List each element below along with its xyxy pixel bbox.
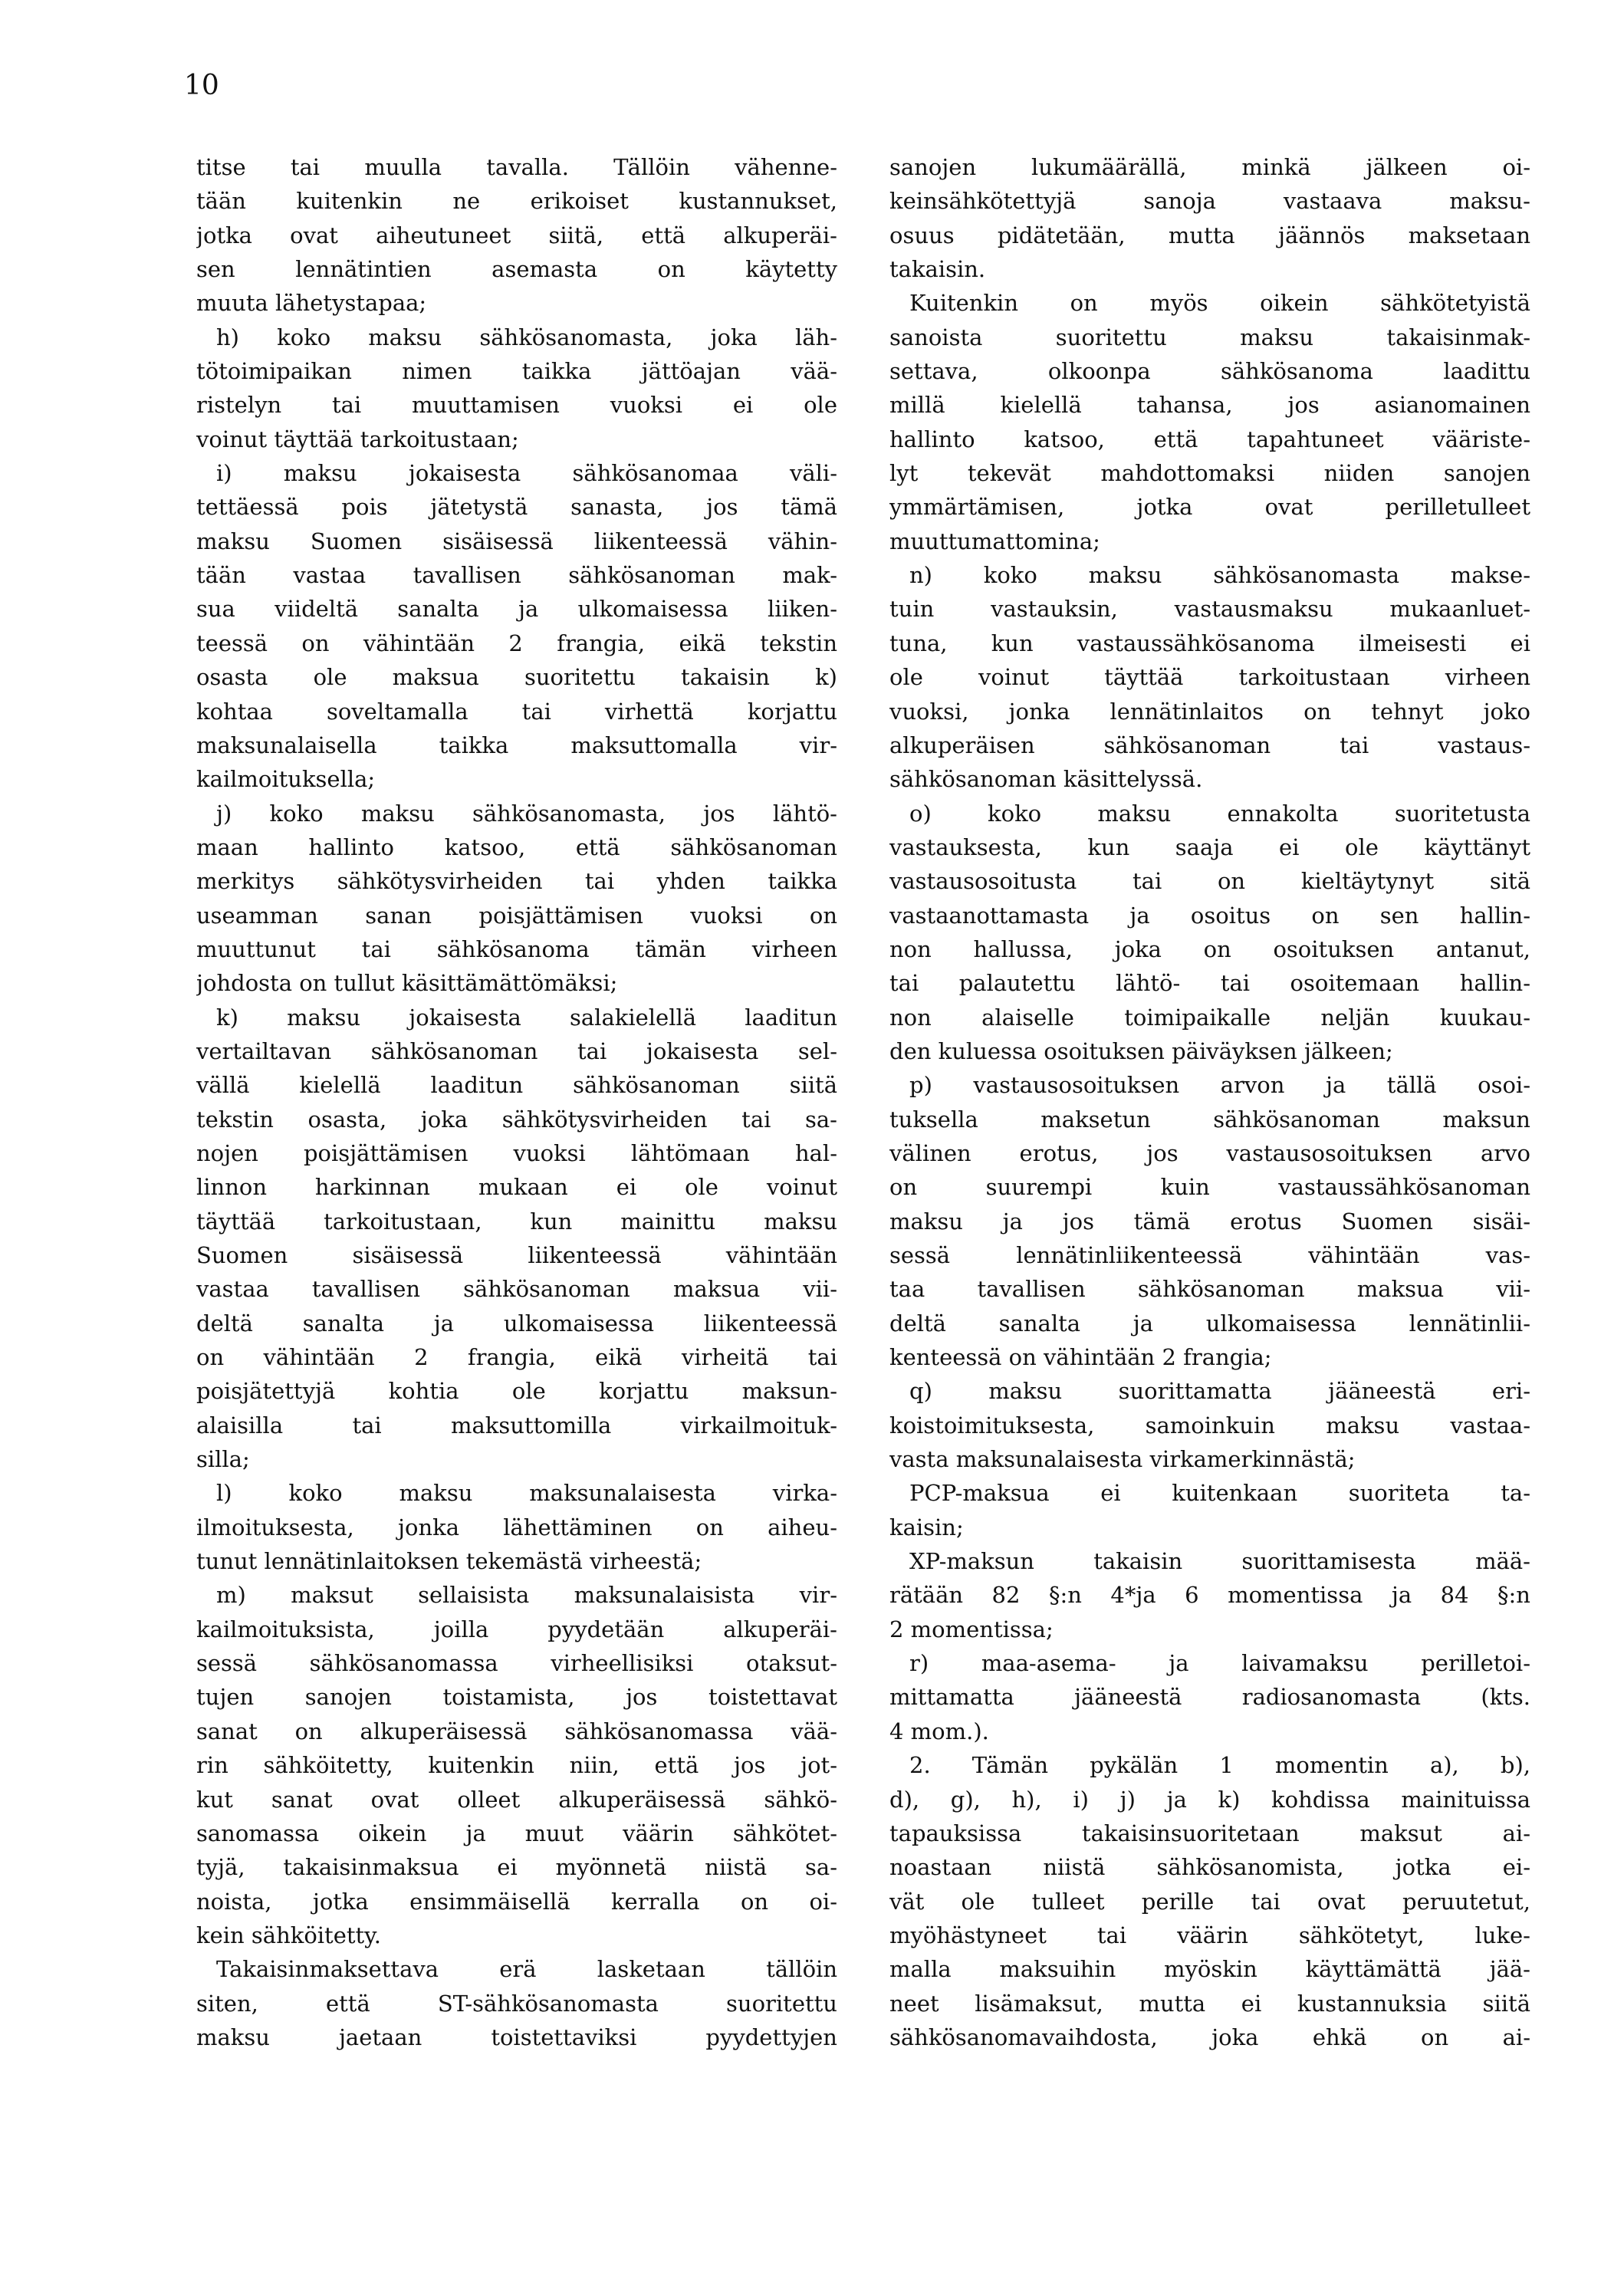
text-line: siten, että ST-sähkösanomasta suoritettu [196,1990,837,2017]
text-line: sen lennätintien asemasta on käytetty [196,256,837,283]
text-line: neet lisämaksut, mutta ei kustannuksia siitä [889,1990,1530,2017]
text-line: tujen sanojen toistamista, jos toistettavat [196,1684,837,1711]
text-line: poisjätettyjä kohtia ole korjattu maksun- [196,1378,837,1405]
right-column [889,150,1530,2054]
text-line: tötoimipaikan nimen taikka jättöajan vää- [196,358,837,385]
text-line: non hallussa, joka on osoituksen antanut, [889,935,1530,962]
text-line: linnon harkinnan mukaan ei ole voinut [196,1174,837,1201]
text-line: tekstin osasta, joka sähkötysvirheiden tai sa- [196,1106,837,1133]
text-line: millä kielellä tahansa, jos asianomainen [889,392,1530,419]
text-line: voinut täyttää tarkoitustaan; [196,426,519,452]
text-line: tuna, kun vastaussähkösanoma ilmeisesti ei [889,630,1530,656]
text-line: kailmoituksista, joilla pyydetään alkuperäi- [196,1616,837,1642]
text-line: q) maksu suorittamatta jääneestä eri- [909,1378,1530,1405]
text-line: 2 momentissa; [889,1616,1054,1642]
text-line: sanat on alkuperäisessä sähkösanomassa vää- [196,1718,837,1744]
text-line: vastauksesta, kun saaja ei ole käyttänyt [889,833,1530,860]
text-line: kaisin; [889,1514,964,1540]
text-line: settava, olkoonpa sähkösanoma laadittu [889,358,1530,385]
text-line: osasta ole maksua suoritettu takaisin k) [196,664,837,691]
text-line: hallinto katsoo, että tapahtuneet vääriste- [889,426,1530,452]
text-line: on vähintään 2 frangia, eikä virheitä tai [196,1344,837,1371]
text-line: tuin vastauksin, vastausmaksu mukaanluet- [889,596,1530,623]
text-line: d), g), h), i) j) ja k) kohdissa mainituissa [889,1786,1530,1813]
text-line: lyt tekevät mahdottomaksi niiden sanojen [889,460,1530,487]
text-line: malla maksuihin myöskin käyttämättä jää- [889,1956,1530,1983]
text-line: o) koko maksu ennakolta suoritetusta [909,800,1530,827]
left-column [196,150,837,2054]
text-line: tunut lennätinlaitoksen tekemästä virheestä; [196,1548,702,1575]
text-line: sanojen lukumäärällä, minkä jälkeen oi- [889,154,1530,180]
text-line: sanoista suoritettu maksu takaisinmak- [889,324,1530,350]
text-line: kailmoituksella; [196,766,376,793]
text-line: kut sanat ovat olleet alkuperäisessä sähkö- [196,1786,837,1813]
text-line: non alaiselle toimipaikalle neljän kuukau- [889,1004,1530,1031]
text-line: muuta lähetystapaa; [196,290,427,317]
text-line: rätään 82 §:n 4*ja 6 momentissa ja 84 §:n [889,1582,1530,1609]
text-line: vastausosoitusta tai on kieltäytynyt sitä [889,868,1530,895]
text-line: sanomassa oikein ja muut väärin sähkötet- [196,1820,837,1846]
text-line: h) koko maksu sähkösanomasta, joka läh- [216,324,837,350]
text-line: maksunalaisella taikka maksuttomalla vir- [196,732,837,758]
text-line: maksu jaetaan toistettaviksi pyydettyjen [196,2024,837,2050]
text-line: kein sähköitetty. [196,1922,381,1948]
text-line: johdosta on tullut käsittämättömäksi; [196,970,618,997]
text-line: maksu Suomen sisäisessä liikenteessä vähin- [196,528,837,554]
text-line: tapauksissa takaisinsuoritetaan maksut ai- [889,1820,1530,1846]
text-line: vertailtavan sähkösanoman tai jokaisesta sel- [196,1037,837,1064]
text-line: vät ole tulleet perille tai ovat peruutetut, [889,1888,1530,1915]
text-line: r) maa-asema- ja laivamaksu perilletoi- [909,1650,1530,1677]
text-line: noastaan niistä sähkösanomista, jotka ei- [889,1854,1530,1881]
text-line: k) maksu jokaisesta salakielellä laaditun [216,1004,837,1031]
text-line: osuus pidätetään, mutta jäännös maksetaan [889,222,1530,248]
text-line: on suurempi kuin vastaussähkösanoman [889,1174,1530,1201]
text-line: vastaa tavallisen sähkösanoman maksua vii- [196,1276,837,1303]
text-line: i) maksu jokaisesta sähkösanomaa väli- [216,460,837,487]
text-line: sähkösanomavaihdosta, joka ehkä on ai- [889,2024,1530,2050]
text-line: n) koko maksu sähkösanomasta makse- [909,562,1530,589]
text-line: PCP-maksua ei kuitenkaan suoriteta ta- [909,1480,1530,1507]
text-line: alaisilla tai maksuttomilla virkailmoituk- [196,1412,837,1438]
text-line: sähkösanoman käsittelyssä. [889,766,1203,793]
text-line: Takaisinmaksettava erä lasketaan tällöin [216,1956,837,1983]
text-line: 2. Tämän pykälän 1 momentin a), b), [909,1752,1530,1779]
text-line: keinsähkötettyjä sanoja vastaava maksu- [889,188,1530,215]
text-line: täyttää tarkoitustaan, kun mainittu maksu [196,1208,837,1235]
text-line: muuttumattomina; [889,528,1100,554]
text-line: j) koko maksu sähkösanomasta, jos lähtö- [216,800,837,827]
text-line: muuttunut tai sähkösanoma tämän virheen [196,935,837,962]
text-line: titse tai muulla tavalla. Tällöin vähenne- [196,154,837,180]
text-line: takaisin. [889,256,986,283]
text-line: deltä sanalta ja ulkomaisessa lennätinlii- [889,1310,1530,1336]
text-line: ilmoituksesta, jonka lähettäminen on aiheu- [196,1514,837,1540]
text-line: rin sähköitetty, kuitenkin niin, että jos jot- [196,1752,837,1779]
text-line: taa tavallisen sähkösanoman maksua vii- [889,1276,1530,1303]
text-line: Kuitenkin on myös oikein sähkötetyistä [909,290,1530,317]
text-line: tai palautettu lähtö- tai osoitemaan hallin- [889,970,1530,997]
text-line: den kuluessa osoituksen päiväyksen jälkeen; [889,1037,1393,1064]
text-line: mittamatta jääneestä radiosanomasta (kts. [889,1684,1530,1711]
text-line: Suomen sisäisessä liikenteessä vähintään [196,1242,837,1268]
text-line: tuksella maksetun sähkösanoman maksun [889,1106,1530,1133]
text-line: silla; [196,1446,250,1473]
text-line: tyjä, takaisinmaksua ei myönnetä niistä sa- [196,1854,837,1881]
text-line: jotka ovat aiheutuneet siitä, että alkuperäi- [196,222,837,248]
text-line: vällä kielellä laaditun sähkösanoman siitä [196,1072,837,1099]
text-line: useamman sanan poisjättämisen vuoksi on [196,902,837,929]
text-line: ristelyn tai muuttamisen vuoksi ei ole [196,392,837,419]
text-line: sessä sähkösanomassa virheellisiksi otaksut- [196,1650,837,1677]
text-line: myöhästyneet tai väärin sähkötetyt, luke- [889,1922,1530,1948]
text-line: kenteessä on vähintään 2 frangia; [889,1344,1272,1371]
text-line: kohtaa soveltamalla tai virhettä korjattu [196,698,837,725]
text-line: XP-maksun takaisin suorittamisesta mää- [909,1548,1530,1575]
text-line: tään vastaa tavallisen sähkösanoman mak- [196,562,837,589]
text-line: l) koko maksu maksunalaisesta virka- [216,1480,837,1507]
text-line: merkitys sähkötysvirheiden tai yhden taikka [196,868,837,895]
text-line: tettäessä pois jätetystä sanasta, jos tämä [196,494,837,521]
text-line: koistoimituksesta, samoinkuin maksu vastaa- [889,1412,1530,1438]
text-line: välinen erotus, jos vastausosoituksen arvo [889,1139,1530,1166]
text-line: ole voinut täyttää tarkoitustaan virheen [889,664,1530,691]
text-line: tään kuitenkin ne erikoiset kustannukset, [196,188,837,215]
text-line: sessä lennätinliikenteessä vähintään vas- [889,1242,1530,1268]
text-line: vastaanottamasta ja osoitus on sen hallin- [889,902,1530,929]
text-line: maksu ja jos tämä erotus Suomen sisäi- [889,1208,1530,1235]
page-number: 10 [184,70,219,101]
text-line: deltä sanalta ja ulkomaisessa liikenteessä [196,1310,837,1336]
text-line: vasta maksunalaisesta virkamerkinnästä; [889,1446,1356,1473]
text-line: sua viideltä sanalta ja ulkomaisessa liiken- [196,596,837,623]
text-line: 4 mom.). [889,1718,989,1744]
text-line: m) maksut sellaisista maksunalaisista vir- [216,1582,837,1609]
text-line: teessä on vähintään 2 frangia, eikä tekstin [196,630,837,656]
text-line: alkuperäisen sähkösanoman tai vastaus- [889,732,1530,758]
text-line: p) vastausosoituksen arvon ja tällä osoi- [909,1072,1530,1099]
text-line: noista, jotka ensimmäisellä kerralla on oi- [196,1888,837,1915]
text-line: maan hallinto katsoo, että sähkösanoman [196,833,837,860]
text-line: nojen poisjättämisen vuoksi lähtömaan hal- [196,1139,837,1166]
text-line: ymmärtämisen, jotka ovat perilletulleet [889,494,1530,521]
text-line: vuoksi, jonka lennätinlaitos on tehnyt joko [889,698,1530,725]
